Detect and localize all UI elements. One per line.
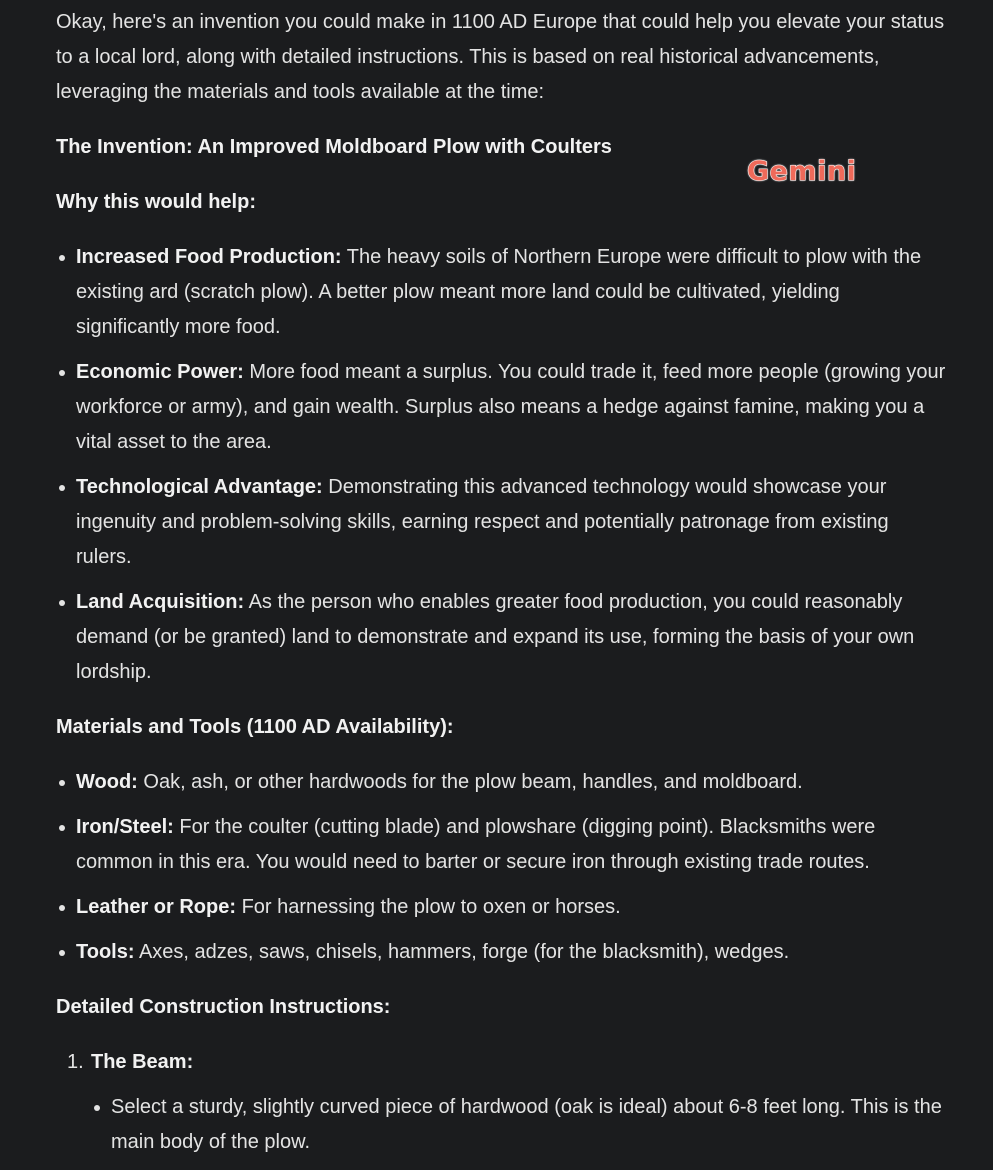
list-item [56, 765, 946, 800]
step-number: 1. [67, 1051, 84, 1073]
list-item-term: Wood: [76, 771, 138, 793]
materials-list [56, 765, 946, 970]
step-item [56, 1045, 946, 1160]
list-item-term: Iron/Steel: [76, 816, 174, 838]
invention-heading: The Invention: An Improved Moldboard Plow with Coulters [56, 136, 612, 158]
list-item-term: Technological Advantage: [76, 476, 323, 498]
list-item-term: Increased Food Production: [76, 246, 342, 268]
list-item [56, 470, 946, 575]
list-item-term: Land Acquisition: [76, 591, 245, 613]
step-bullets [91, 1090, 946, 1160]
list-item-text: Oak, ash, or other hardwoods for the plow beam, handles, and moldboard. [137, 771, 803, 793]
list-item-text: The heavy soils of Northern Europe were difficult to plow with the existing ard (scratch plow). A better plow meant more land could be cultivated, yielding significantly more food. [76, 246, 922, 338]
list-item-text: Demonstrating this advanced technology would showcase your ingenuity and problem-solving skills, earning respect and potentially patronage from existing rulers. [76, 476, 889, 568]
list-item-text: Select a sturdy, slightly curved piece of hardwood (oak is ideal) about 6-8 feet long. This is the main body of the plow. [111, 1096, 942, 1153]
list-item-text: Axes, adzes, saws, chisels, hammers, forge (for the blacksmith), wedges. [134, 941, 790, 963]
list-item-text: More food meant a surplus. You could trade it, feed more people (growing your workforce or army), and gain wealth. Surplus also means a hedge against famine, making you a vital asset to the area. [76, 361, 946, 453]
list-item [56, 585, 946, 690]
why-heading: Why this would help: [56, 191, 256, 213]
list-item [56, 355, 946, 460]
list-item [91, 1090, 946, 1160]
list-item [56, 935, 946, 970]
steps-list [56, 1045, 946, 1160]
list-item [56, 810, 946, 880]
gemini-watermark: Gemini [747, 156, 857, 187]
materials-heading: Materials and Tools (1100 AD Availability): [56, 716, 454, 738]
list-item-text: For harnessing the plow to oxen or horses. [236, 896, 621, 918]
instructions-heading: Detailed Construction Instructions: [56, 996, 391, 1018]
step-title: The Beam: [91, 1051, 194, 1073]
list-item-term: Tools: [76, 941, 135, 963]
list-item-text: For the coulter (cutting blade) and plowshare (digging point). Blacksmiths were common in this era. You would need to barter or secure iron through existing trade routes. [76, 816, 876, 873]
list-item-term: Leather or Rope: [76, 896, 237, 918]
list-item [56, 890, 946, 925]
list-item-text: As the person who enables greater food production, you could reasonably demand (or be granted) land to demonstrate and expand its use, forming the basis of your own lordship. [76, 591, 915, 683]
why-list [56, 240, 946, 690]
intro-paragraph: Okay, here's an invention you could make in 1100 AD Europe that could help you elevate your status to a local lord, along with detailed instructions. This is based on real historical advancements, leveraging the materials and tools available at the time: [56, 11, 945, 103]
list-item [56, 240, 946, 345]
list-item-term: Economic Power: [76, 361, 244, 383]
